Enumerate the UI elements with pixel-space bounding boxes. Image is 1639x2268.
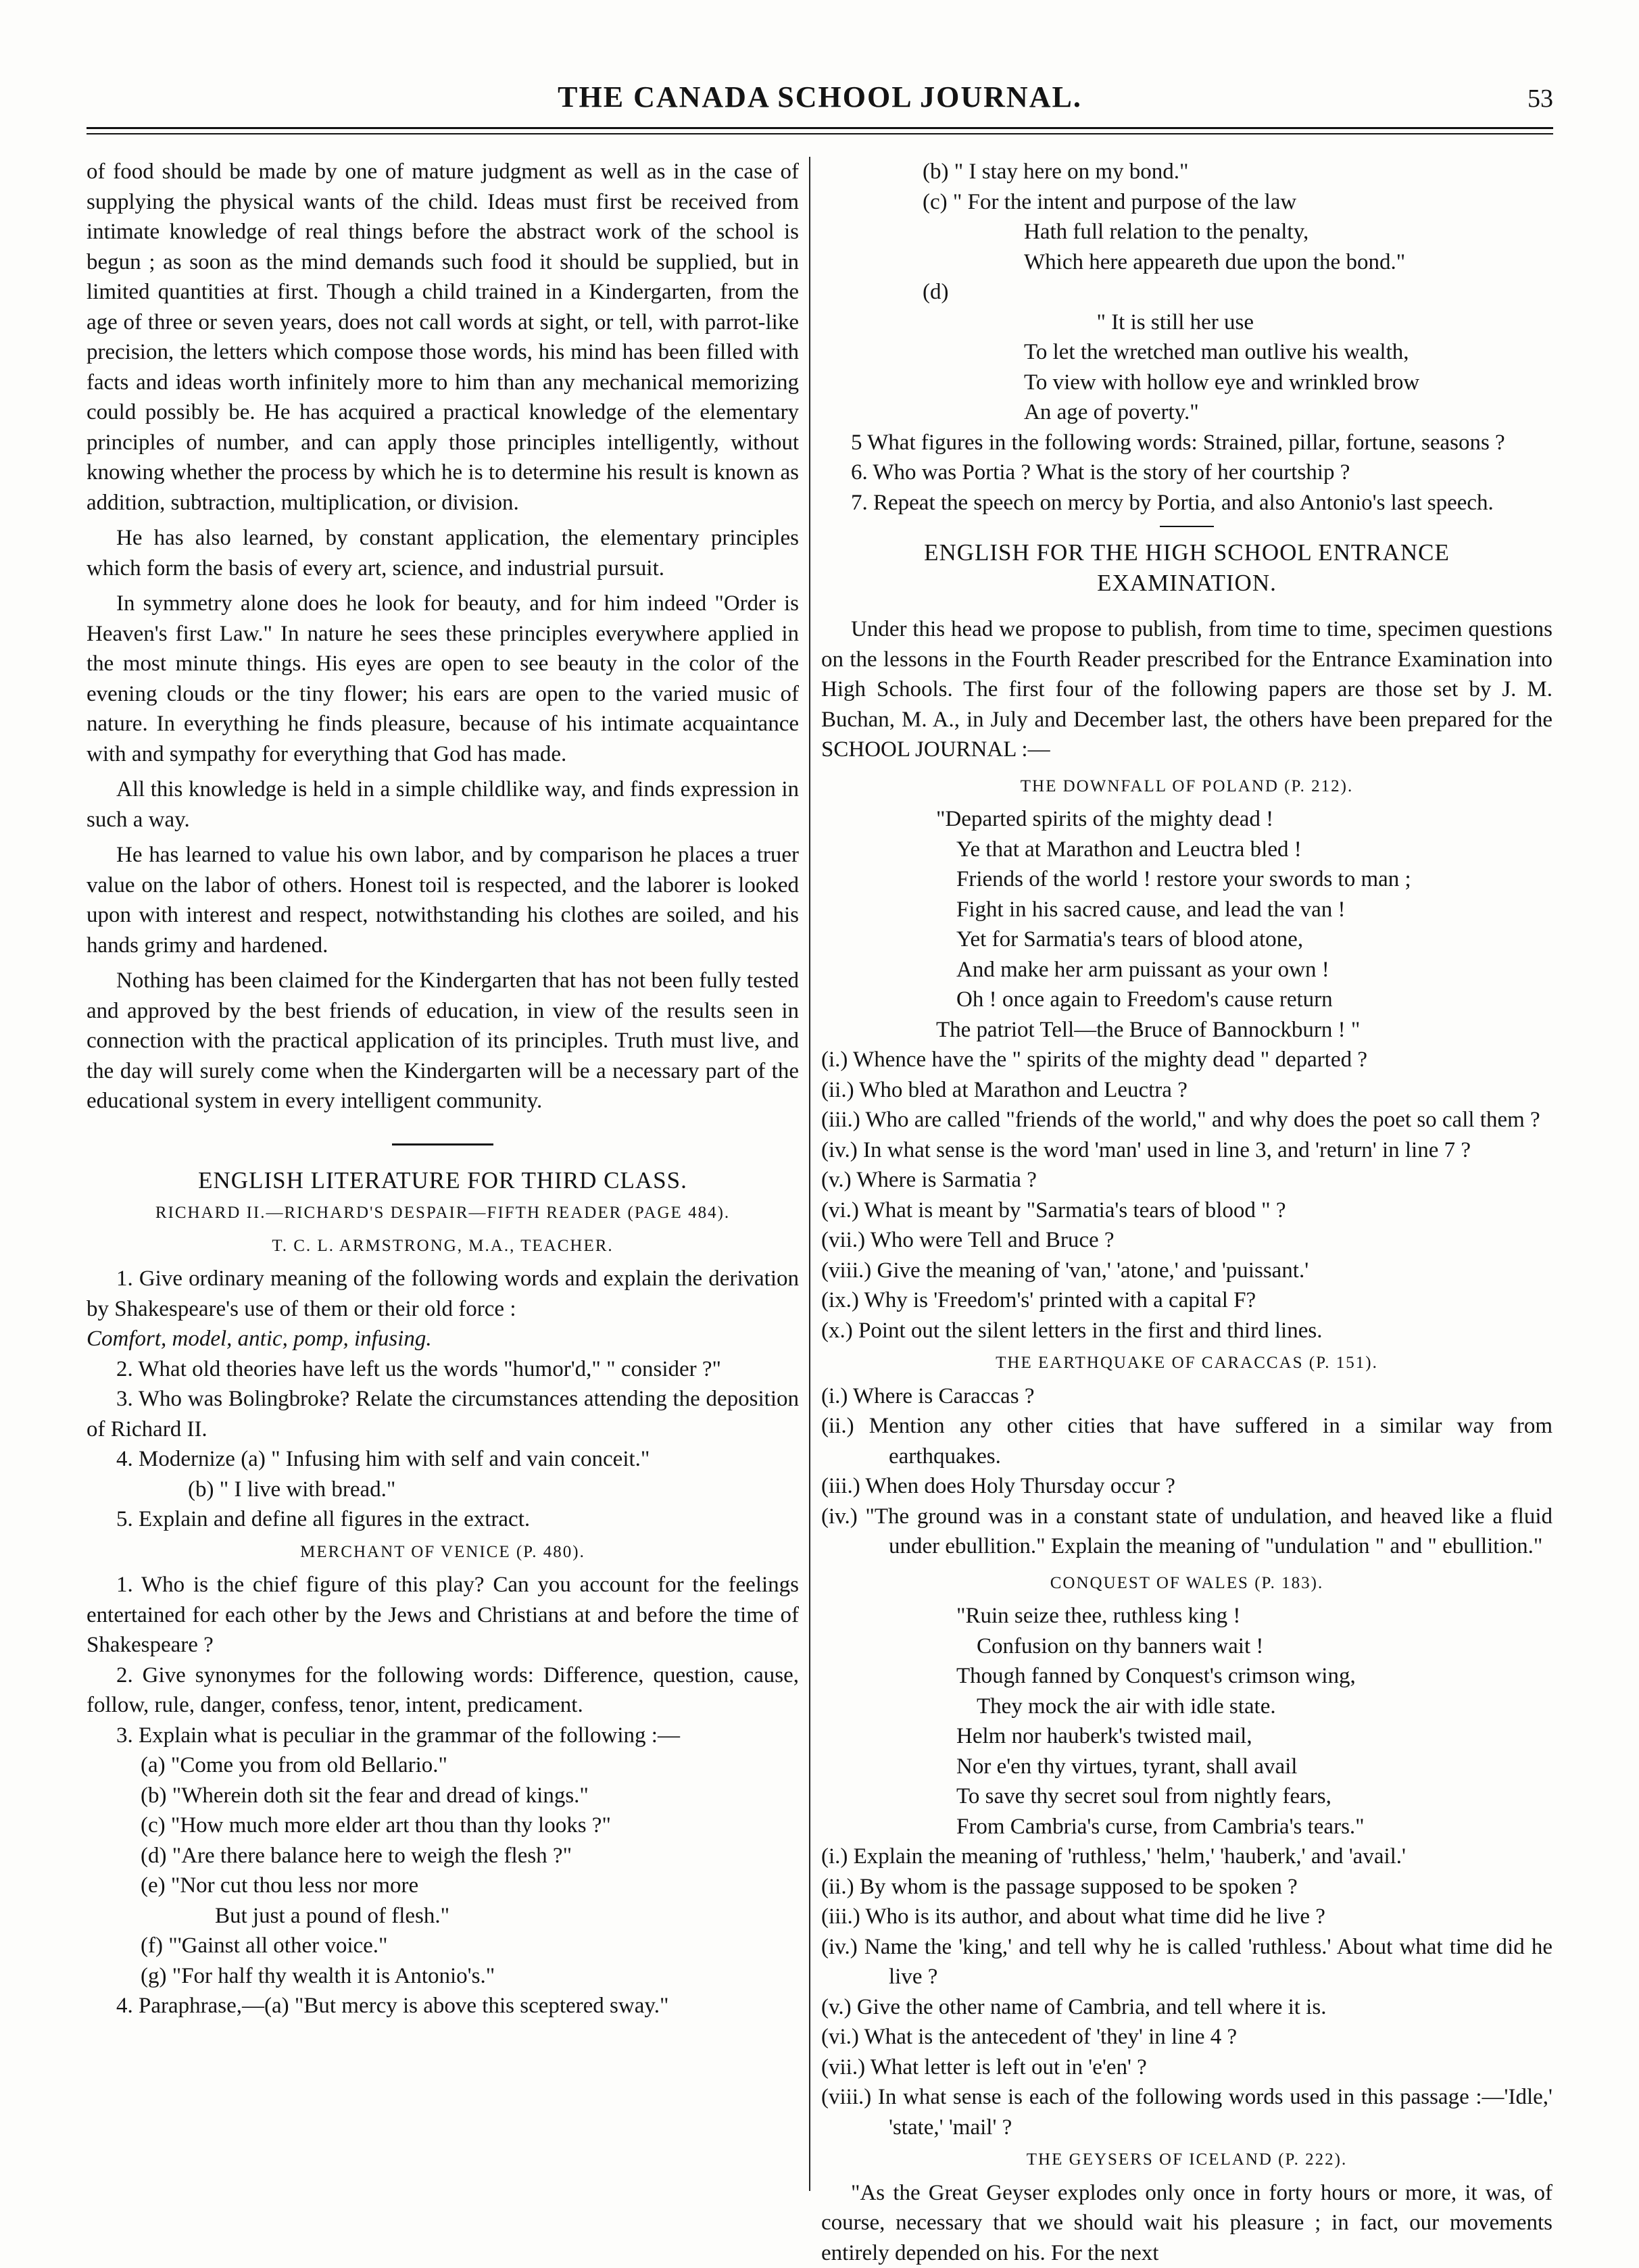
subsection-title: MERCHANT OF VENICE (P. 480).	[87, 1537, 799, 1568]
body-paragraph: He has learned to value his own labor, and by comparison he places a truer value on the labor of others. Honest toil is respected, and the laborer is looked upon with interest and respect, notwithstanding his clothes are soiled, and his hands grimy and hardened.	[87, 840, 799, 960]
verse-line: Yet for Sarmatia's tears of blood atone,	[821, 925, 1552, 955]
question: (iii.) Who are called "friends of the world," and why does the poet so call them ?	[821, 1105, 1552, 1135]
question: 4. Paraphrase,—(a) "But mercy is above this sceptered sway."	[87, 1991, 799, 2021]
question: (ii.) By whom is the passage supposed to be spoken ?	[821, 1872, 1552, 1902]
verse-line: Fight in his sacred cause, and lead the van !	[821, 895, 1552, 925]
journal-title: THE CANADA SCHOOL JOURNAL.	[87, 80, 1553, 114]
question: (ii.) Who bled at Marathon and Leuctra ?	[821, 1075, 1552, 1106]
verse-line: "Departed spirits of the mighty dead !	[821, 804, 1552, 835]
question-sub: (b) "Wherein doth sit the fear and dread of kings."	[87, 1781, 799, 1811]
subsection-title: THE GEYSERS OF ICELAND (P. 222).	[821, 2145, 1552, 2175]
question: 2. What old theories have left us the words "humor'd," " consider ?"	[87, 1354, 799, 1385]
quote-line: To view with hollow eye and wrinkled brow	[821, 368, 1552, 398]
body-paragraph: In symmetry alone does he look for beauty, and for him indeed "Order is Heaven's first Law." In nature he sees these principles everywhere applied in the most minute things. His eyes are open to see beauty in the color of the evening clouds or the tiny flower; his ears are open to the varied music of nature. In everything he finds pleasure, because of his intimate acquaintance with and sympathy for everything that God has made.	[87, 589, 799, 769]
body-paragraph: of food should be made by one of mature judgment as well as in the case of supplying the physical wants of the child. Ideas must first be received from intimate knowledge of real things before the abstract work of the school is begun ; as soon as the mind demands such food it should be supplied, but in limited quantities at first. Though a child trained in a Kindergarten, from the age of three or seven years, does not call words at sight, or tell, with parrot-like precision, the letters which compose those words, his mind has been filled with facts and ideas worth infinitely more to him than any mechanical memorizing could possibly be. He has acquired a practical knowledge of the elementary principles of number, and can apply those principles intelligently, without knowing whether the process by which he is to determine his result is known as addition, subtraction, multiplication, or division.	[87, 157, 799, 518]
verse-line: Ye that at Marathon and Leuctra bled !	[821, 835, 1552, 865]
verse-line: Confusion on thy banners wait !	[821, 1631, 1552, 1662]
question: (v.) Give the other name of Cambria, and tell where it is.	[821, 1992, 1552, 2023]
question-sub: (c) "How much more elder art thou than thy looks ?"	[87, 1810, 799, 1841]
question: (x.) Point out the silent letters in the first and third lines.	[821, 1316, 1552, 1346]
question: (vi.) What is the antecedent of 'they' in line 4 ?	[821, 2022, 1552, 2052]
question: (i.) Where is Caraccas ?	[821, 1381, 1552, 1412]
teacher-credit: T. C. L. ARMSTRONG, M.A., TEACHER.	[87, 1231, 799, 1262]
question: (viii.) Give the meaning of 'van,' 'atone,' and 'puissant.'	[821, 1256, 1552, 1286]
verse-line: "Ruin seize thee, ruthless king !	[821, 1601, 1552, 1631]
verse-line: Helm nor hauberk's twisted mail,	[821, 1721, 1552, 1752]
verse-line: From Cambria's curse, from Cambria's tears."	[821, 1812, 1552, 1842]
question: 5. Explain and define all figures in the extract.	[87, 1504, 799, 1535]
question: 4. Modernize (a) " Infusing him with self and vain conceit."	[87, 1444, 799, 1475]
question: (iv.) Name the 'king,' and tell why he is called 'ruthless.' About what time did he live ?	[821, 1932, 1552, 1992]
column-divider	[809, 157, 810, 2191]
verse-line: They mock the air with idle state.	[821, 1692, 1552, 1722]
question: (vi.) What is meant by "Sarmatia's tears of blood " ?	[821, 1195, 1552, 1226]
verse-line: Though fanned by Conquest's crimson wing,	[821, 1661, 1552, 1692]
subsection-title: CONQUEST OF WALES (P. 183).	[821, 1569, 1552, 1599]
question: 6. Who was Portia ? What is the story of her courtship ?	[821, 458, 1552, 488]
quote-line: (c) " For the intent and purpose of the law	[821, 187, 1552, 218]
question: (v.) Where is Sarmatia ?	[821, 1165, 1552, 1195]
question-sub: But just a pound of flesh."	[87, 1901, 799, 1931]
section-heading: ENGLISH LITERATURE FOR THIRD CLASS.	[87, 1166, 799, 1196]
question: (i.) Whence have the " spirits of the mighty dead " departed ?	[821, 1045, 1552, 1075]
body-paragraph: All this knowledge is held in a simple childlike way, and finds expression in such a way.	[87, 774, 799, 835]
question: (vii.) Who were Tell and Bruce ?	[821, 1225, 1552, 1256]
question-sub: (f) "'Gainst all other voice."	[87, 1931, 799, 1961]
quote-line: Which here appeareth due upon the bond."	[821, 247, 1552, 278]
section-divider	[392, 1143, 493, 1145]
left-column	[87, 157, 799, 2191]
question-sub: (d) "Are there balance here to weigh the flesh ?"	[87, 1841, 799, 1871]
subsection-title: THE DOWNFALL OF POLAND (P. 212).	[821, 772, 1552, 802]
question-words: Comfort, model, antic, pomp, infusing.	[87, 1324, 799, 1354]
question: (iv.) "The ground was in a constant state of undulation, and heaved like a fluid under ebullition." Explain the meaning of "undulation " and " ebullition."	[821, 1502, 1552, 1562]
question: (viii.) In what sense is each of the following words used in this passage :—'Idle,' 'state,' 'mail' ?	[821, 2082, 1552, 2142]
verse-line: Friends of the world ! restore your swords to man ;	[821, 864, 1552, 895]
intro-paragraph: Under this head we propose to publish, from time to time, specimen questions on the lessons in the Fourth Reader prescribed for the Entrance Examination into High Schools. The first four of the following papers are those set by J. M. Buchan, M. A., in July and December last, the others have been prepared for the SCHOOL JOURNAL :—	[821, 614, 1552, 765]
question: 7. Repeat the speech on mercy by Portia, and also Antonio's last speech.	[821, 488, 1552, 518]
subsection-title: RICHARD II.—RICHARD'S DESPAIR—FIFTH READER (PAGE 484).	[87, 1198, 799, 1229]
question: 3. Explain what is peculiar in the grammar of the following :—	[87, 1721, 799, 1751]
question-sub: (g) "For half thy wealth it is Antonio's."	[87, 1961, 799, 1992]
question-sub: (b) " I live with bread."	[87, 1475, 799, 1505]
verse-line: And make her arm puissant as your own !	[821, 955, 1552, 985]
question: 3. Who was Bolingbroke? Relate the circumstances attending the deposition of Richard II.	[87, 1384, 799, 1444]
question: (iii.) When does Holy Thursday occur ?	[821, 1471, 1552, 1502]
section-divider	[1160, 526, 1214, 527]
question-sub: (a) "Come you from old Bellario."	[87, 1750, 799, 1781]
question: (ix.) Why is 'Freedom's' printed with a capital F?	[821, 1285, 1552, 1316]
quote-line: " It is still her use	[821, 307, 1254, 338]
page-header	[87, 80, 1553, 120]
verse-line: The patriot Tell—the Bruce of Bannockburn ! "	[821, 1015, 1552, 1045]
right-column	[821, 157, 1552, 2191]
body-paragraph: He has also learned, by constant application, the elementary principles which form the basis of every art, science, and industrial pursuit.	[87, 523, 799, 583]
section-heading: ENGLISH FOR THE HIGH SCHOOL ENTRANCE EXAMINATION.	[821, 538, 1552, 598]
header-rule-thin	[87, 133, 1553, 134]
body-paragraph: "As the Great Geyser explodes only once in forty hours or more, it was, of course, necessary that we should wait his pleasure ; in fact, our movements entirely depended on his. For the next	[821, 2178, 1552, 2268]
quote-line: (b) " I stay here on my bond."	[821, 157, 1552, 187]
verse-line: Oh ! once again to Freedom's cause return	[821, 985, 1552, 1015]
verse-line: To save thy secret soul from nightly fears,	[821, 1781, 1552, 1812]
quote-line: To let the wretched man outlive his wealth,	[821, 337, 1552, 368]
subsection-title: THE EARTHQUAKE OF CARACCAS (P. 151).	[821, 1348, 1552, 1379]
question: (iv.) In what sense is the word 'man' used in line 3, and 'return' in line 7 ?	[821, 1135, 1552, 1166]
verse-line: Nor e'en thy virtues, tyrant, shall avail	[821, 1752, 1552, 1782]
question: 1. Give ordinary meaning of the following words and explain the derivation by Shakespeare's use of them or their old force :	[87, 1264, 799, 1324]
header-rule	[87, 127, 1553, 129]
question: 5 What figures in the following words: Strained, pillar, fortune, seasons ?	[821, 428, 1552, 458]
question: (iii.) Who is its author, and about what time did he live ?	[821, 1902, 1552, 1932]
question: 2. Give synonymes for the following words: Difference, question, cause, follow, rule, danger, confess, tenor, intent, predicament.	[87, 1660, 799, 1721]
quote-line: (d)	[821, 277, 1213, 307]
body-paragraph: Nothing has been claimed for the Kindergarten that has not been fully tested and approved by the best friends of education, in view of the results seen in connection with the practical application of its principles. Truth must live, and the day will surely come when the Kindergarten will be a necessary part of the educational system in every intelligent community.	[87, 966, 799, 1116]
question-sub: (e) "Nor cut thou less nor more	[87, 1871, 799, 1901]
question: (i.) Explain the meaning of 'ruthless,' 'helm,' 'hauberk,' and 'avail.'	[821, 1842, 1552, 1872]
question: (vii.) What letter is left out in 'e'en' ?	[821, 2052, 1552, 2083]
quote-line: An age of poverty."	[821, 397, 1552, 428]
quote-line: Hath full relation to the penalty,	[821, 217, 1552, 247]
page-number: 53	[1527, 84, 1553, 114]
question: (ii.) Mention any other cities that have suffered in a similar way from earthquakes.	[821, 1411, 1552, 1471]
question: 1. Who is the chief figure of this play? Can you account for the feelings entertained for each other by the Jews and Christians at and before the time of Shakespeare ?	[87, 1570, 799, 1660]
